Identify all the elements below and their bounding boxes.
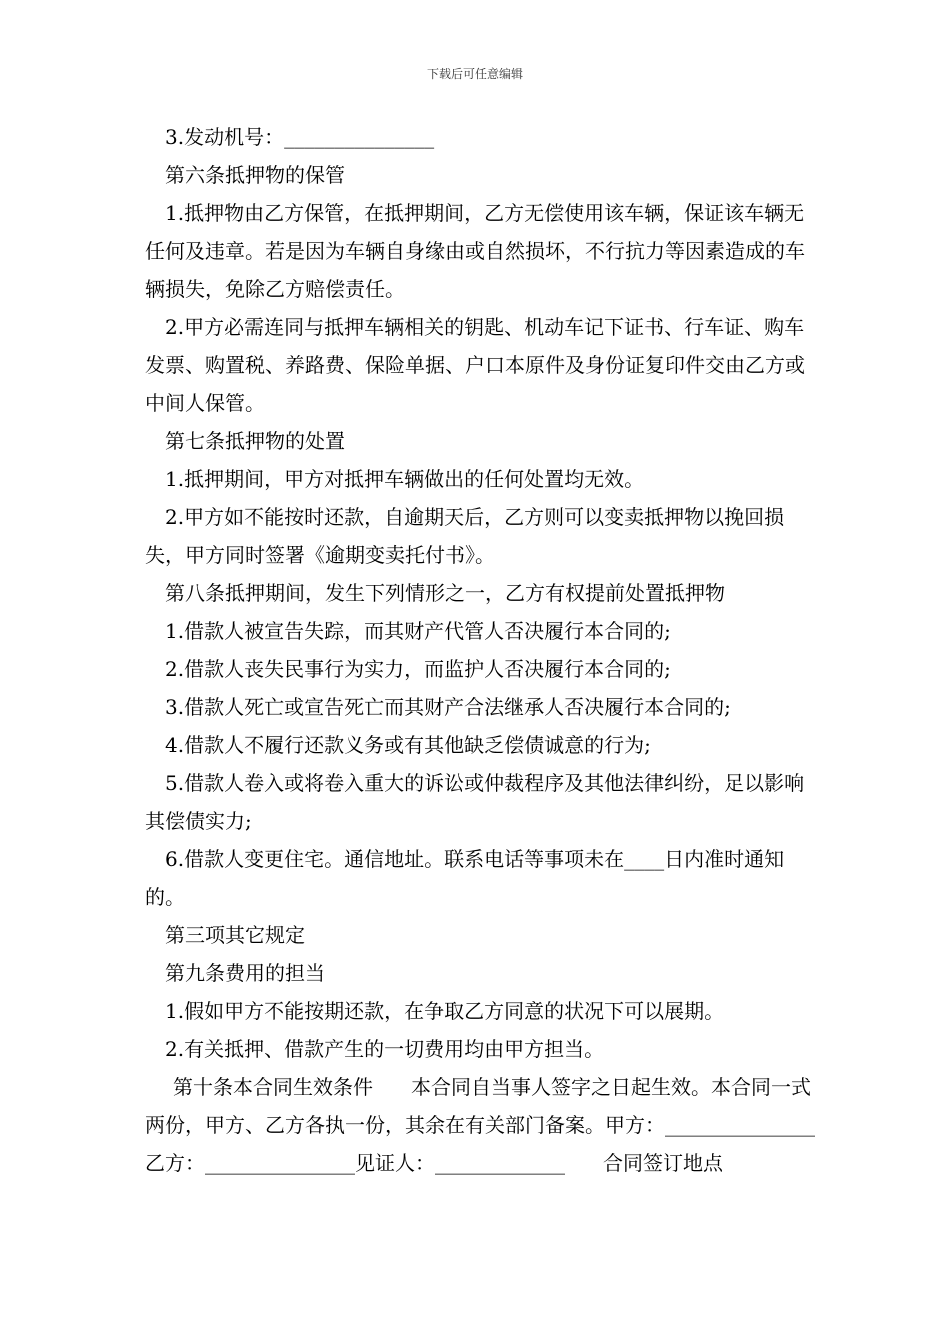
list-item: 2.借款人丧失民事行为实力，而监护人否决履行本合同的; xyxy=(165,657,671,681)
list-item: 1.借款人被宣告失踪，而其财产代管人否决履行本合同的; xyxy=(165,619,671,643)
list-item: 4.借款人不履行还款义务或有其他缺乏偿债诚意的行为; xyxy=(165,733,651,757)
section-heading: 第八条抵押期间，发生下列情形之一，乙方有权提前处置抵押物 xyxy=(165,581,725,605)
list-item: 6.借款人变更住宅。通信地址。联系电话等事项未在____日内准时通知的。 xyxy=(145,847,785,909)
section-heading: 第六条抵押物的保管 xyxy=(165,163,345,187)
paragraph: 2.甲方必需连同与抵押车辆相关的钥匙、机动车记下证书、行车证、购车发票、购置税、养路费、保险单据、户口本原件及身份证复印件交由乙方或中间人保管。 xyxy=(145,315,805,415)
page-header: 下载后可任意编辑 xyxy=(426,67,523,81)
section-heading: 第九条费用的担当 xyxy=(165,961,325,985)
list-item: 5.借款人卷入或将卷入重大的诉讼或仲裁程序及其他法律纠纷，足以影响其偿债实力; xyxy=(145,771,805,833)
paragraph: 3.发动机号：_______________ xyxy=(165,125,435,149)
list-item: 3.借款人死亡或宣告死亡而其财产合法继承人否决履行本合同的; xyxy=(165,695,731,719)
final-paragraph xyxy=(145,1068,815,1182)
article-ten-heading: 第十条本合同生效条件 xyxy=(173,1075,373,1099)
paragraph: 2.甲方如不能按时还款，自逾期天后，乙方则可以变卖抵押物以挽回损失，甲方同时签署《逾期变卖托付书》。 xyxy=(145,505,785,567)
section-heading: 第七条抵押物的处置 xyxy=(165,429,345,453)
section-heading: 第三项其它规定 xyxy=(165,923,305,947)
document-body xyxy=(145,118,815,1182)
list-item: 1.假如甲方不能按期还款，在争取乙方同意的状况下可以展期。 xyxy=(165,999,725,1023)
list-item: 2.有关抵押、借款产生的一切费用均由甲方担当。 xyxy=(165,1037,605,1061)
paragraph: 1.抵押物由乙方保管，在抵押期间，乙方无偿使用该车辆，保证该车辆无任何及违章。若是因为车辆自身缘由或自然损坏，不行抗力等因素造成的车辆损失，免除乙方赔偿责任。 xyxy=(145,201,805,301)
signature-line-text: 本合同自当事人签字之日起生效。本合同一式两份，甲方、乙方各执一份，其余在有关部门备案。甲方：_______________乙方：_______________见证人：_____________ xyxy=(145,1075,815,1175)
paragraph: 1.抵押期间，甲方对抵押车辆做出的任何处置均无效。 xyxy=(165,467,645,491)
signing-place-label: 合同签订地点 xyxy=(603,1151,723,1175)
